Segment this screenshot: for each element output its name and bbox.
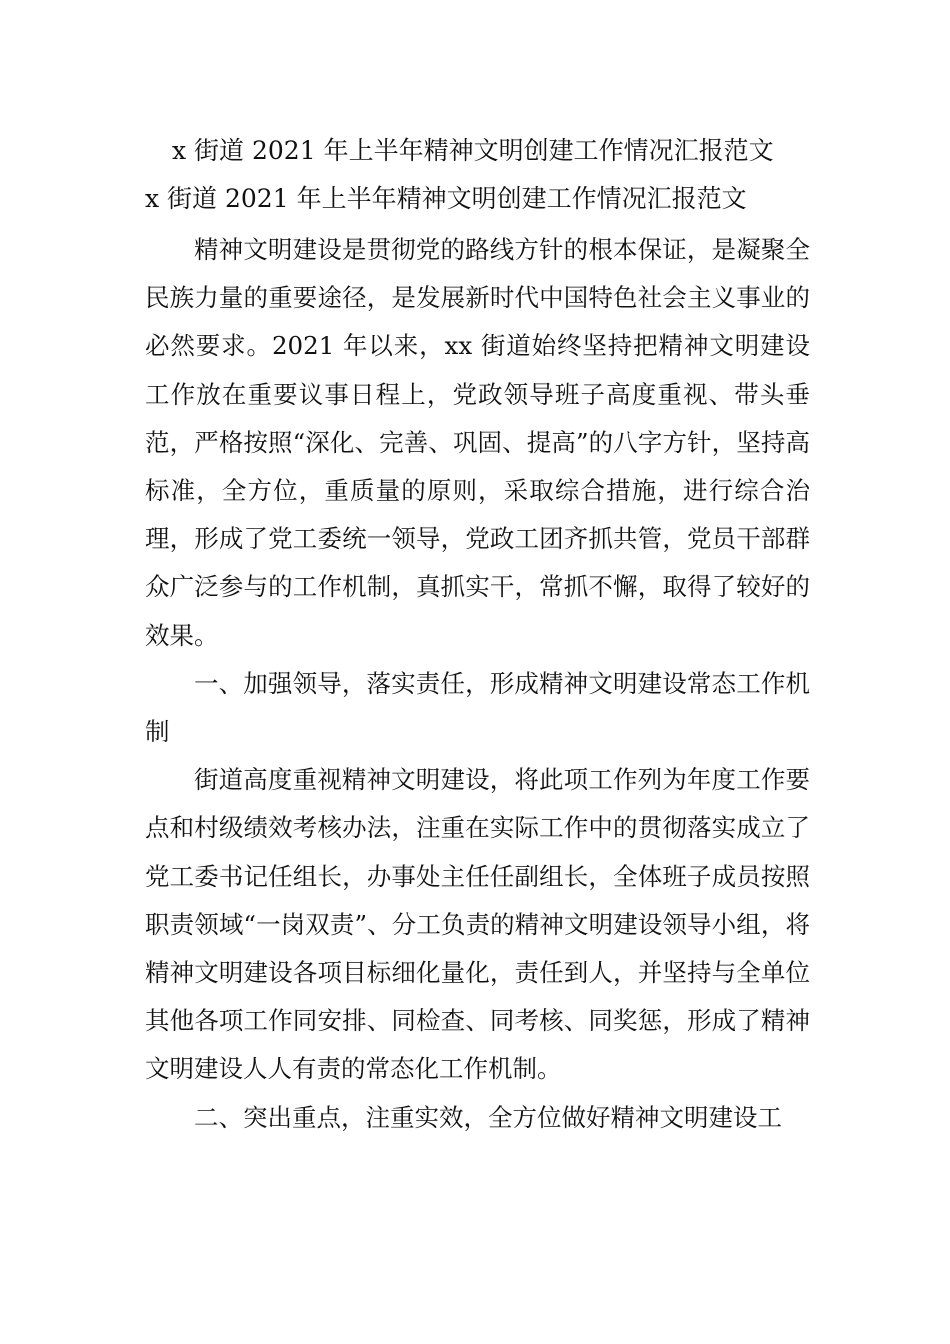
intro-paragraph: 精神文明建设是贯彻党的路线方针的根本保证，是凝聚全民族力量的重要途径，是发展新时代中国特色社会主义事业的必然要求。2021 年以来，xx 街道始终坚持把精神文明建设工作放在重要议事日程上，党政领导班子高度重视、带头垂范，严格按照“深化、完善、巩固、提高”的八字方针，坚持高标准，全方位，重质量的原则，采取综合措施，进行综合治理，形成了党工委统一领导，党政工团齐抓共管，党员干部群众广泛参与的工作机制，真抓实干，常抓不懈，取得了较好的效果。 bbox=[145, 235, 810, 650]
document-subtitle: x 街道 2021 年上半年精神文明创建工作情况汇报范文 bbox=[145, 184, 747, 213]
section-heading-2: 二、突出重点，注重实效，全方位做好精神文明建设工 bbox=[194, 1102, 782, 1132]
document-body bbox=[145, 226, 810, 1142]
section-1-paragraph: 街道高度重视精神文明建设，将此项工作列为年度工作要点和村级绩效考核办法，注重在实际工作中的贯彻落实成立了党工委书记任组长，办事处主任任副组长，全体班子成员按照职责领域“一岗双责”、分工负责的精神文明建设领导小组，将精神文明建设各项目标细化量化，责任到人，并坚持与全单位其他各项工作同安排、同检查、同考核、同奖惩，形成了精神文明建设人人有责的常态化工作机制。 bbox=[145, 765, 810, 1084]
section-heading-1: 一、加强领导，落实责任，形成精神文明建设常态工作机制 bbox=[145, 668, 810, 747]
document-title: x 街道 2021 年上半年精神文明创建工作情况汇报范文 bbox=[172, 136, 774, 165]
